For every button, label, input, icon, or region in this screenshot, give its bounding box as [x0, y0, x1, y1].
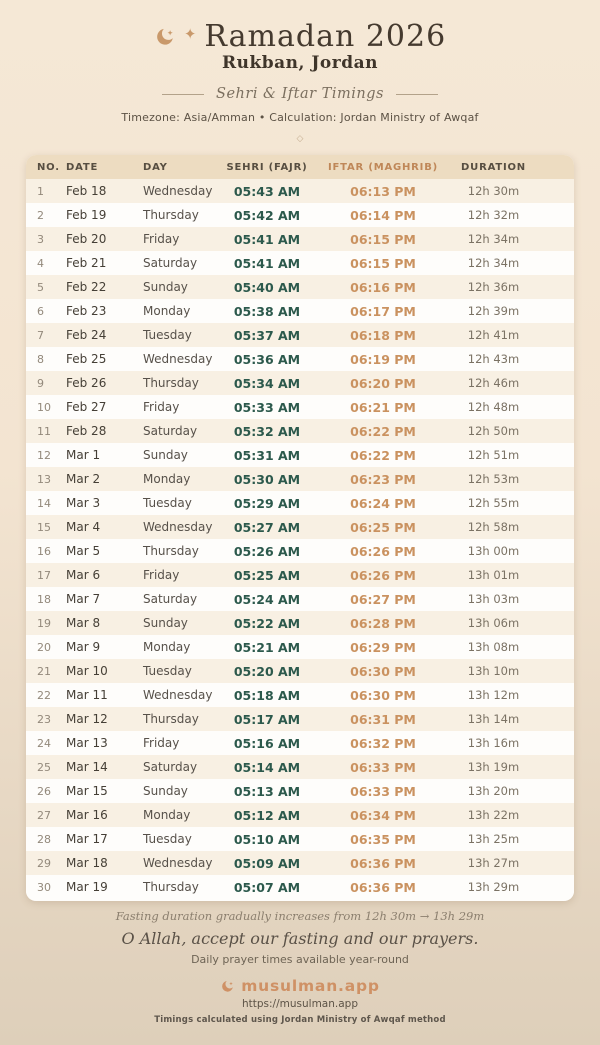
table-body: [26, 179, 574, 899]
duration-cell: 13h 06m: [467, 616, 520, 630]
date-cell: Feb 26: [66, 376, 107, 390]
sehri-time: 05:33 AM: [233, 399, 301, 415]
iftar-time: 06:36 PM: [350, 855, 416, 871]
day-cell: Friday: [143, 736, 180, 750]
duration-cell: 13h 12m: [467, 688, 520, 702]
sehri-time: 05:13 AM: [233, 783, 301, 799]
sehri-time: 05:24 AM: [233, 591, 301, 607]
day-cell: Wednesday: [143, 856, 213, 870]
row-number: 23: [37, 712, 51, 726]
method-note: Timings calculated using Jordan Ministry of Awqaf method: [154, 1015, 446, 1025]
table-row: [26, 779, 574, 803]
day-cell: Saturday: [143, 256, 198, 270]
day-cell: Saturday: [143, 760, 198, 774]
date-cell: Mar 10: [66, 664, 108, 678]
row-number: 2: [37, 208, 44, 222]
row-number: 29: [37, 856, 51, 870]
row-number: 1: [37, 184, 44, 198]
row-number: 17: [37, 568, 51, 582]
row-number: 12: [37, 448, 51, 462]
row-number: 11: [37, 424, 51, 438]
iftar-time: 06:24 PM: [350, 495, 416, 511]
date-cell: Mar 17: [66, 832, 108, 846]
sehri-time: 05:41 AM: [233, 231, 301, 247]
table-row: [26, 827, 574, 851]
table-row: [26, 299, 574, 323]
day-cell: Wednesday: [143, 688, 213, 702]
table-row: [26, 515, 574, 539]
duration-note: Fasting duration gradually increases from 12h 30m → 13h 29m: [115, 909, 485, 923]
title-row: [0, 20, 600, 53]
iftar-time: 06:15 PM: [350, 231, 416, 247]
table-row: [26, 539, 574, 563]
timings-divider: [0, 86, 600, 102]
date-cell: Mar 2: [66, 472, 101, 486]
iftar-time: 06:17 PM: [350, 303, 416, 319]
iftar-time: 06:20 PM: [350, 375, 416, 391]
sehri-time: 05:10 AM: [233, 831, 301, 847]
row-number: 24: [37, 736, 51, 750]
column-header-sehri: SEHRI (FAJR): [226, 155, 308, 179]
duration-cell: 13h 16m: [467, 736, 520, 750]
row-number: 30: [37, 880, 51, 894]
row-number: 26: [37, 784, 51, 798]
duration-cell: 13h 01m: [467, 568, 520, 582]
iftar-time: 06:16 PM: [350, 279, 416, 295]
table-row: [26, 443, 574, 467]
iftar-time: 06:31 PM: [350, 711, 416, 727]
row-number: 18: [37, 592, 51, 606]
row-number: 13: [37, 472, 51, 486]
row-number: 8: [37, 352, 44, 366]
sehri-time: 05:07 AM: [233, 879, 301, 895]
sehri-time: 05:31 AM: [233, 447, 301, 463]
iftar-time: 06:15 PM: [350, 255, 416, 271]
day-cell: Tuesday: [143, 496, 192, 510]
sehri-time: 05:29 AM: [233, 495, 301, 511]
header-section: [0, 0, 600, 144]
brand-url[interactable]: https://musulman.app: [242, 998, 358, 1010]
day-cell: Saturday: [143, 424, 198, 438]
iftar-time: 06:13 PM: [350, 183, 416, 199]
date-cell: Mar 6: [66, 568, 101, 582]
brand-crescent-moon-icon: [220, 979, 235, 994]
day-cell: Wednesday: [143, 184, 213, 198]
iftar-time: 06:22 PM: [350, 423, 416, 439]
date-cell: Mar 12: [66, 712, 108, 726]
table-row: [26, 707, 574, 731]
sehri-time: 05:12 AM: [233, 807, 301, 823]
day-cell: Friday: [143, 232, 180, 246]
duration-cell: 12h 53m: [467, 472, 520, 486]
divider-line-left: [162, 94, 204, 95]
duration-cell: 12h 58m: [467, 520, 520, 534]
sehri-time: 05:21 AM: [233, 639, 301, 655]
table-row: [26, 587, 574, 611]
row-number: 20: [37, 640, 51, 654]
sehri-time: 05:30 AM: [233, 471, 301, 487]
iftar-time: 06:22 PM: [350, 447, 416, 463]
sehri-time: 05:22 AM: [233, 615, 301, 631]
row-number: 10: [37, 400, 51, 414]
date-cell: Mar 19: [66, 880, 108, 894]
availability-note: Daily prayer times available year-round: [191, 953, 409, 966]
iftar-time: 06:34 PM: [350, 807, 416, 823]
table-row: [26, 755, 574, 779]
date-cell: Mar 14: [66, 760, 108, 774]
sehri-time: 05:37 AM: [233, 327, 301, 343]
day-cell: Tuesday: [143, 664, 192, 678]
row-number: 5: [37, 280, 44, 294]
date-cell: Feb 25: [66, 352, 107, 366]
table-header: [26, 155, 574, 179]
table-row: [26, 203, 574, 227]
diamond-separator-icon: ◇: [296, 134, 304, 144]
row-number: 4: [37, 256, 44, 270]
column-header-day: DAY: [143, 155, 226, 179]
duration-cell: 13h 19m: [467, 760, 520, 774]
sehri-time: 05:18 AM: [233, 687, 301, 703]
sehri-time: 05:16 AM: [233, 735, 301, 751]
day-cell: Thursday: [143, 544, 199, 558]
iftar-time: 06:19 PM: [350, 351, 416, 367]
table-row: [26, 803, 574, 827]
day-cell: Friday: [143, 568, 180, 582]
sehri-time: 05:34 AM: [233, 375, 301, 391]
day-cell: Sunday: [143, 784, 188, 798]
duration-cell: 13h 22m: [467, 808, 520, 822]
duration-cell: 13h 03m: [467, 592, 520, 606]
duration-cell: 12h 34m: [467, 256, 520, 270]
iftar-time: 06:30 PM: [350, 687, 416, 703]
table-row: [26, 683, 574, 707]
day-cell: Monday: [143, 808, 191, 822]
date-cell: Mar 1: [66, 448, 101, 462]
divider-line-right: [396, 94, 438, 95]
duration-cell: 13h 10m: [467, 664, 520, 678]
day-cell: Monday: [143, 304, 191, 318]
sehri-time: 05:41 AM: [233, 255, 301, 271]
sehri-time: 05:40 AM: [233, 279, 301, 295]
duration-cell: 12h 34m: [467, 232, 520, 246]
duration-cell: 13h 27m: [467, 856, 520, 870]
date-cell: Feb 23: [66, 304, 107, 318]
column-header-date: DATE: [66, 155, 143, 179]
row-number: 7: [37, 328, 44, 342]
iftar-time: 06:21 PM: [350, 399, 416, 415]
date-cell: Mar 9: [66, 640, 101, 654]
date-cell: Feb 21: [66, 256, 107, 270]
table-row: [26, 467, 574, 491]
day-cell: Monday: [143, 640, 191, 654]
day-cell: Saturday: [143, 592, 198, 606]
duration-cell: 12h 39m: [467, 304, 520, 318]
date-cell: Mar 7: [66, 592, 101, 606]
duration-cell: 12h 48m: [467, 400, 520, 414]
date-cell: Mar 18: [66, 856, 108, 870]
date-cell: Mar 5: [66, 544, 101, 558]
duration-cell: 12h 46m: [467, 376, 520, 390]
date-cell: Mar 13: [66, 736, 108, 750]
iftar-time: 06:29 PM: [350, 639, 416, 655]
iftar-time: 06:33 PM: [350, 783, 416, 799]
row-number: 25: [37, 760, 51, 774]
prayer-times-table: [26, 155, 574, 899]
row-number: 6: [37, 304, 44, 318]
iftar-time: 06:18 PM: [350, 327, 416, 343]
table-row: [26, 371, 574, 395]
sehri-time: 05:36 AM: [233, 351, 301, 367]
duration-cell: 13h 25m: [467, 832, 520, 846]
footer-section: [0, 909, 600, 1025]
column-header-duration: DURATION: [458, 155, 574, 179]
duration-cell: 12h 43m: [467, 352, 520, 366]
row-number: 9: [37, 376, 44, 390]
sehri-time: 05:09 AM: [233, 855, 301, 871]
duration-cell: 12h 36m: [467, 280, 520, 294]
page-title: Ramadan 2026: [204, 19, 447, 54]
table-row: [26, 347, 574, 371]
duration-cell: 13h 08m: [467, 640, 520, 654]
table-row: [26, 611, 574, 635]
iftar-time: 06:26 PM: [350, 543, 416, 559]
table-row: [26, 875, 574, 899]
date-cell: Mar 15: [66, 784, 108, 798]
column-header-no: NO.: [26, 155, 66, 179]
sehri-time: 05:32 AM: [233, 423, 301, 439]
row-number: 27: [37, 808, 51, 822]
table-row: [26, 491, 574, 515]
duration-cell: 12h 50m: [467, 424, 520, 438]
date-cell: Mar 11: [66, 688, 108, 702]
day-cell: Tuesday: [143, 328, 192, 342]
duration-cell: 13h 14m: [467, 712, 520, 726]
iftar-time: 06:33 PM: [350, 759, 416, 775]
day-cell: Tuesday: [143, 832, 192, 846]
brand-link[interactable]: musulman.app: [241, 977, 380, 995]
date-cell: Feb 28: [66, 424, 107, 438]
table-row: [26, 851, 574, 875]
day-cell: Monday: [143, 472, 191, 486]
brand-row: [0, 977, 600, 995]
row-number: 22: [37, 688, 51, 702]
day-cell: Thursday: [143, 880, 199, 894]
column-header-iftar: IFTAR (MAGHRIB): [308, 155, 458, 179]
table-row: [26, 275, 574, 299]
sparkle-icon: ✦: [183, 25, 197, 43]
row-number: 14: [37, 496, 51, 510]
iftar-time: 06:30 PM: [350, 663, 416, 679]
day-cell: Thursday: [143, 376, 199, 390]
date-cell: Mar 16: [66, 808, 108, 822]
duration-cell: 13h 29m: [467, 880, 520, 894]
duration-cell: 13h 20m: [467, 784, 520, 798]
table-row: [26, 323, 574, 347]
day-cell: Wednesday: [143, 352, 213, 366]
row-number: 28: [37, 832, 51, 846]
iftar-time: 06:27 PM: [350, 591, 416, 607]
duration-cell: 12h 51m: [467, 448, 520, 462]
iftar-time: 06:36 PM: [350, 879, 416, 895]
table-row: [26, 419, 574, 443]
timetable-card: [26, 155, 574, 901]
date-cell: Feb 27: [66, 400, 107, 414]
sehri-time: 05:20 AM: [233, 663, 301, 679]
day-cell: Thursday: [143, 712, 199, 726]
iftar-time: 06:32 PM: [350, 735, 416, 751]
location-subtitle: Rukban, Jordan: [222, 53, 378, 73]
date-cell: Mar 4: [66, 520, 101, 534]
row-number: 3: [37, 232, 44, 246]
table-row: [26, 563, 574, 587]
table-row: [26, 635, 574, 659]
sehri-time: 05:14 AM: [233, 759, 301, 775]
row-number: 21: [37, 664, 51, 678]
date-cell: Feb 18: [66, 184, 107, 198]
table-row: [26, 659, 574, 683]
date-cell: Mar 3: [66, 496, 101, 510]
duration-cell: 12h 41m: [467, 328, 520, 342]
day-cell: Friday: [143, 400, 180, 414]
day-cell: Sunday: [143, 616, 188, 630]
sehri-time: 05:26 AM: [233, 543, 301, 559]
table-row: [26, 227, 574, 251]
iftar-time: 06:35 PM: [350, 831, 416, 847]
date-cell: Feb 24: [66, 328, 107, 342]
iftar-time: 06:23 PM: [350, 471, 416, 487]
dua-text: O Allah, accept our fasting and our prayers.: [121, 929, 479, 948]
table-row: [26, 251, 574, 275]
sehri-time: 05:38 AM: [233, 303, 301, 319]
row-number: 15: [37, 520, 51, 534]
duration-cell: 12h 32m: [467, 208, 520, 222]
iftar-time: 06:25 PM: [350, 519, 416, 535]
row-number: 19: [37, 616, 51, 630]
iftar-time: 06:26 PM: [350, 567, 416, 583]
subtitle-text: Sehri & Iftar Timings: [216, 86, 384, 102]
day-cell: Sunday: [143, 280, 188, 294]
sehri-time: 05:25 AM: [233, 567, 301, 583]
duration-cell: 12h 55m: [467, 496, 520, 510]
duration-cell: 12h 30m: [467, 184, 520, 198]
sehri-time: 05:17 AM: [233, 711, 301, 727]
sehri-time: 05:43 AM: [233, 183, 301, 199]
crescent-moon-icon: [154, 26, 176, 48]
day-cell: Thursday: [143, 208, 199, 222]
date-cell: Feb 20: [66, 232, 107, 246]
day-cell: Wednesday: [143, 520, 213, 534]
table-row: [26, 179, 574, 203]
date-cell: Mar 8: [66, 616, 101, 630]
sehri-time: 05:42 AM: [233, 207, 301, 223]
day-cell: Sunday: [143, 448, 188, 462]
iftar-time: 06:14 PM: [350, 207, 416, 223]
duration-cell: 13h 00m: [467, 544, 520, 558]
date-cell: Feb 19: [66, 208, 107, 222]
iftar-time: 06:28 PM: [350, 615, 416, 631]
date-cell: Feb 22: [66, 280, 107, 294]
timezone-calculation-meta: Timezone: Asia/Amman • Calculation: Jordan Ministry of Awqaf: [121, 111, 479, 124]
table-row: [26, 731, 574, 755]
row-number: 16: [37, 544, 51, 558]
sehri-time: 05:27 AM: [233, 519, 301, 535]
table-row: [26, 395, 574, 419]
